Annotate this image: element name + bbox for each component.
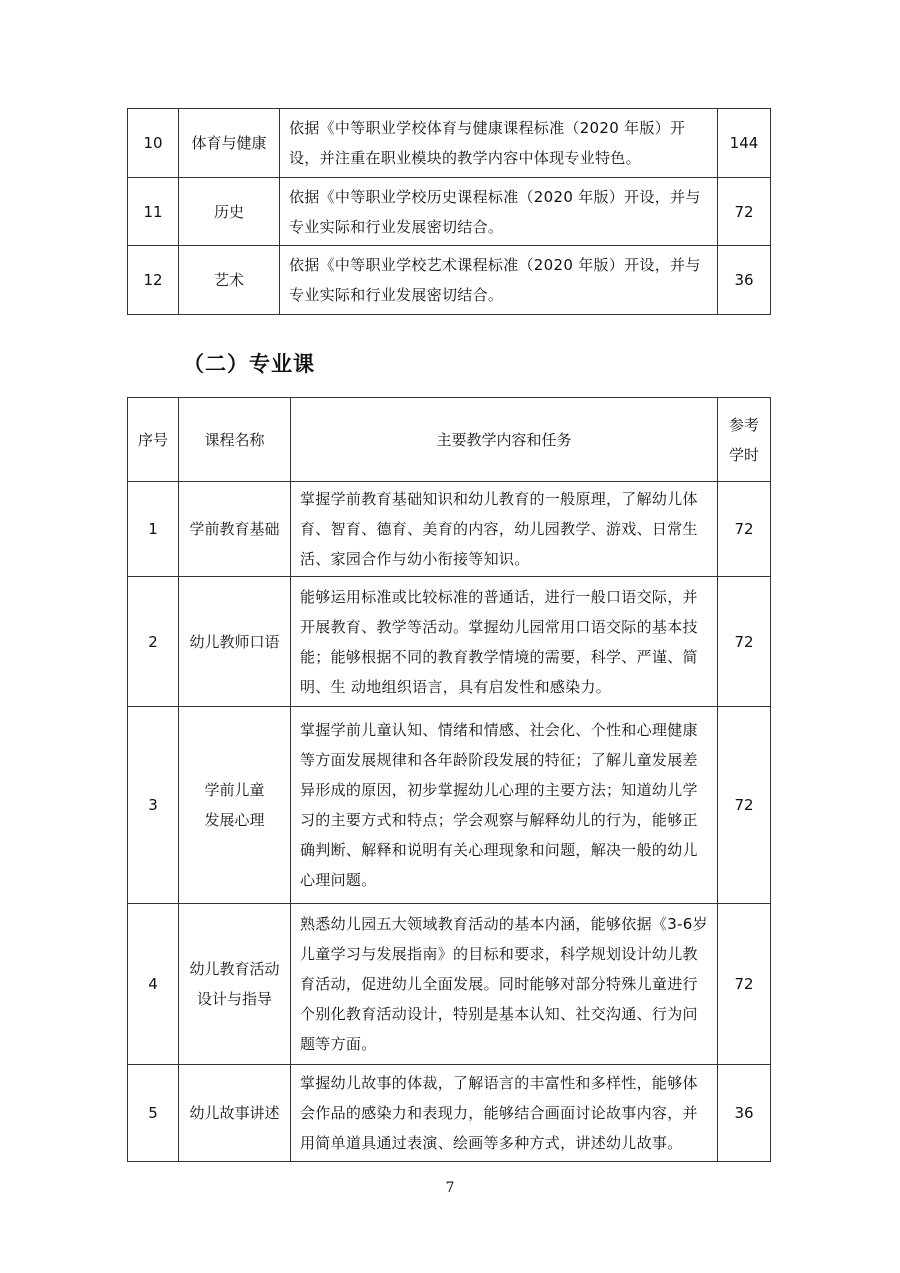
- course-name: [179, 1065, 291, 1162]
- row-number: 12: [128, 246, 179, 315]
- row-number: 5: [128, 1065, 179, 1162]
- course-name: [179, 904, 291, 1065]
- professional-courses-table: [127, 397, 771, 1162]
- course-hours: 36: [718, 246, 771, 315]
- table-row: [128, 577, 771, 707]
- table-row: [128, 1065, 771, 1162]
- course-name-line1: 幼儿教师口语: [189, 632, 280, 651]
- course-hours: 36: [718, 1065, 771, 1162]
- course-hours: 144: [718, 109, 771, 178]
- course-name: [179, 577, 291, 707]
- course-content: 熟悉幼儿园五大领域教育活动的基本内涵，能够依据《3-6岁儿童学习与发展指南》的目标和要求，科学规划设计幼儿教育活动，促进幼儿全面发展。同时能够对部分特殊儿童进行个别化教育活动设计，特别是基本认知、社交沟通、行为问题等方面。: [291, 904, 718, 1065]
- section-title: （二）专业课: [183, 352, 315, 376]
- course-name: [179, 707, 291, 904]
- course-content: 掌握学前儿童认知、情绪和情感、社会化、个性和心理健康等方面发展规律和各年龄阶段发展的特征；了解儿童发展差异形成的原因，初步掌握幼儿心理的主要方法；知道幼儿学习的主要方式和特点；学会观察与解释幼儿的行为，能够正确判断、解释和说明有关心理现象和问题，解决一般的幼儿心理问题。: [291, 707, 718, 904]
- header-number: 序号: [128, 398, 179, 482]
- header-hours: [718, 398, 771, 482]
- row-number: 11: [128, 178, 179, 246]
- course-hours: 72: [718, 577, 771, 707]
- row-number: 2: [128, 577, 179, 707]
- course-hours: 72: [718, 178, 771, 246]
- course-name-line2: 发展心理: [204, 811, 265, 829]
- course-name: 体育与健康: [179, 109, 280, 178]
- course-name: [179, 482, 291, 577]
- general-courses-table-continued: [127, 108, 771, 315]
- row-number: 4: [128, 904, 179, 1065]
- course-name-line1: 学前教育基础: [189, 520, 280, 538]
- page-number: 7: [445, 1180, 455, 1196]
- row-number: 10: [128, 109, 179, 178]
- course-hours: 72: [718, 904, 771, 1065]
- table-row: [128, 707, 771, 904]
- course-hours: 72: [718, 707, 771, 904]
- row-number: 3: [128, 707, 179, 904]
- course-content: 依据《中等职业学校体育与健康课程标准（2020 年版）开设，并注重在职业模块的教学内容中体现专业特色。: [280, 109, 718, 178]
- course-name-line1: 幼儿教育活动: [189, 960, 280, 978]
- row-number: 1: [128, 482, 179, 577]
- header-course-name: 课程名称: [179, 398, 291, 482]
- header-hours-line1: 参考: [728, 415, 759, 434]
- course-content: 依据《中等职业学校艺术课程标准（2020 年版）开设，并与专业实际和行业发展密切结合。: [280, 246, 718, 315]
- course-name-line2: 设计与指导: [196, 990, 272, 1008]
- table-header-row: [128, 398, 771, 482]
- course-name-line1: 幼儿故事讲述: [189, 1104, 280, 1122]
- table-row: [128, 482, 771, 577]
- header-content: 主要教学内容和任务: [291, 398, 718, 482]
- course-content: 掌握学前教育基础知识和幼儿教育的一般原理，了解幼儿体育、智育、德育、美育的内容，幼儿园教学、游戏、日常生活、家园合作与幼小衔接等知识。: [291, 482, 718, 577]
- table-row: [128, 904, 771, 1065]
- course-hours: 72: [718, 482, 771, 577]
- course-name-line1: 学前儿童: [204, 781, 265, 799]
- header-hours-line2: 学时: [728, 445, 759, 464]
- course-name: 艺术: [179, 246, 280, 315]
- course-content: 掌握幼儿故事的体裁，了解语言的丰富性和多样性，能够体会作品的感染力和表现力，能够结合画面讨论故事内容，并用简单道具通过表演、绘画等多种方式，讲述幼儿故事。: [291, 1065, 718, 1162]
- table-row: [128, 246, 771, 315]
- table-row: [128, 178, 771, 246]
- course-content: 能够运用标准或比较标准的普通话，进行一般口语交际，并开展教育、教学等活动。掌握幼儿园常用口语交际的基本技能；能够根据不同的教育教学情境的需要，科学、严谨、简明、生 动地组织语言，具有启发性和感染力。: [291, 577, 718, 707]
- course-name: 历史: [179, 178, 280, 246]
- table-row: [128, 109, 771, 178]
- course-content: 依据《中等职业学校历史课程标准（2020 年版）开设，并与专业实际和行业发展密切结合。: [280, 178, 718, 246]
